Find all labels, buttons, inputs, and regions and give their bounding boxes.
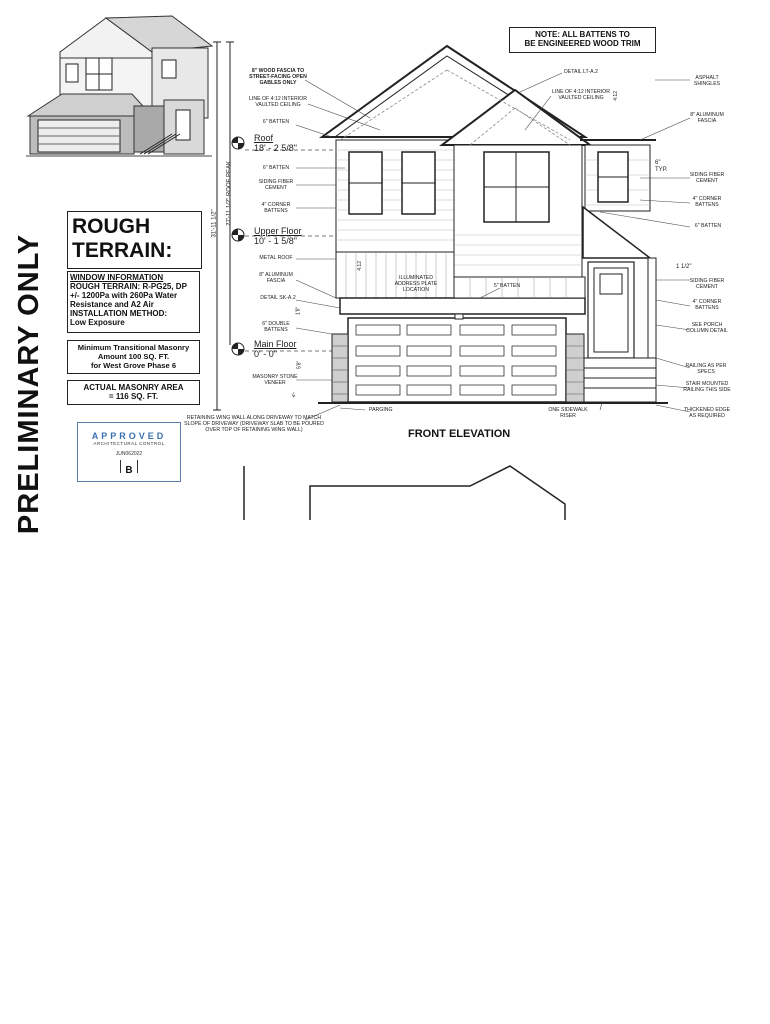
note-line: BE ENGINEERED WOOD TRIM xyxy=(524,39,641,48)
half-dim: 1 1/2" xyxy=(676,264,692,270)
typ-dim: 6" TYP. xyxy=(655,160,668,173)
masonry-min-line: for West Grove Phase 6 xyxy=(90,361,177,370)
approved-title: APPROVED xyxy=(91,431,167,441)
dim-label: 1'8" xyxy=(295,306,302,316)
window-info-line: +/- 1200Pa with 260Pa Water xyxy=(70,291,178,300)
overall-height-dim: 31'-11 1/2" xyxy=(211,209,218,238)
dim-label: 4" xyxy=(290,391,299,399)
window-info-heading: WINDOW INFORMATION xyxy=(70,273,164,282)
callout-center: DETAIL LT-A.2 xyxy=(564,69,598,75)
callout-right: SIDING FIBER CEMENT xyxy=(689,172,725,184)
retaining-wall-note: RETAINING WING WALL ALONG DRIVEWAY TO MATCH SLOPE OF DRIVEWAY (DRIVEWAY SLAB TO BE POURED OVER TOP OF RETAINING WING WALL) xyxy=(184,415,324,433)
callout-right: ASPHALT SHINGLES xyxy=(693,75,721,87)
callout-left: DETAIL SK-A.2 xyxy=(260,295,296,301)
callout-left: 8" WOOD FASCIA TO STREET-FACING OPEN GABLES ONLY xyxy=(249,68,307,86)
callout-center: ONE SIDEWALK RISER xyxy=(548,407,588,419)
callout-left: 6" BATTEN xyxy=(262,165,290,171)
callout-left: LINE OF 4:12 INTERIOR VAULTED CEILING xyxy=(249,96,307,108)
window-info-line: Low Exposure xyxy=(70,318,125,327)
callout-left: 8" ALUMINUM FASCIA xyxy=(259,272,293,284)
callout-center: 5" BATTEN xyxy=(493,283,521,289)
callout-left: MASONRY STONE VENEER xyxy=(252,374,298,386)
approved-date: JUN062022 xyxy=(115,451,143,457)
level-label-roof: Roof 18' - 2 5/8" xyxy=(254,133,297,154)
callout-right: 6" BATTEN xyxy=(694,223,722,229)
level-label-main: Main Floor 0' - 0" xyxy=(254,339,297,360)
window-info-line: ROUGH TERRAIN: R-PG25, DP xyxy=(70,282,187,291)
rough-terrain-line1: ROUGH xyxy=(72,215,151,238)
approved-subtitle: ARCHITECTURAL CONTROL xyxy=(93,441,165,446)
callout-left: PARGING xyxy=(369,407,393,413)
level-label-upper: Upper Floor 10' - 1 5/8" xyxy=(254,226,302,247)
note-line: NOTE: ALL BATTENS TO xyxy=(535,30,630,39)
callout-right: SIDING FIBER CEMENT xyxy=(689,278,725,290)
masonry-min-line: Minimum Transitional Masonry xyxy=(77,343,190,352)
level-marker-main xyxy=(232,343,244,355)
callout-left: SIDING FIBER CEMENT xyxy=(258,179,294,191)
callout-right: 4" CORNER BATTENS xyxy=(692,196,722,208)
level-marker-roof xyxy=(232,137,244,149)
callout-right: THICKENED EDGE AS REQUIRED xyxy=(683,407,731,419)
callout-right: 8" ALUMINUM FASCIA xyxy=(690,112,724,124)
window-info-line: Resistance and A2 Air xyxy=(70,300,154,309)
callout-left: 6" DOUBLE BATTENS xyxy=(262,321,290,333)
callout-left: METAL ROOF xyxy=(259,255,293,261)
callout-right: RAILING AS PER SPECS xyxy=(685,363,727,375)
pitch-label: 4:12 xyxy=(612,91,619,101)
callout-center: ILLUMINATED ADDRESS PLATE LOCATION xyxy=(394,275,438,293)
callout-right: STAIR MOUNTED RAILING THIS SIDE xyxy=(683,381,731,393)
masonry-actual-line: = 116 SQ. FT. xyxy=(108,392,159,401)
callout-left: 4" CORNER BATTENS xyxy=(261,202,291,214)
approved-logo: B xyxy=(120,460,138,473)
window-info-line: INSTALLATION METHOD: xyxy=(70,309,168,318)
masonry-min-line: Amount 100 SQ. FT. xyxy=(97,352,170,361)
level-marker-upper xyxy=(232,229,244,241)
callout-right: SEE PORCH COLUMN DETAIL xyxy=(686,322,728,334)
masonry-actual-line: ACTUAL MASONRY AREA xyxy=(83,383,184,392)
rough-terrain-line2: TERRAIN: xyxy=(72,239,173,262)
callout-center: LINE OF 4:12 INTERIOR VAULTED CEILING xyxy=(552,89,610,101)
drawing-title: FRONT ELEVATION xyxy=(408,428,511,440)
dim-label: 5'8" xyxy=(296,360,303,370)
preliminary-stamp: PRELIMINARY ONLY xyxy=(13,233,45,535)
roof-peak-dim: 27'-11 1/2" ROOF PEAK xyxy=(226,161,233,226)
callout-right: 4" CORNER BATTENS xyxy=(692,299,722,311)
pitch-label: 4:12 xyxy=(356,261,363,271)
callout-left: 6" BATTEN xyxy=(262,119,290,125)
